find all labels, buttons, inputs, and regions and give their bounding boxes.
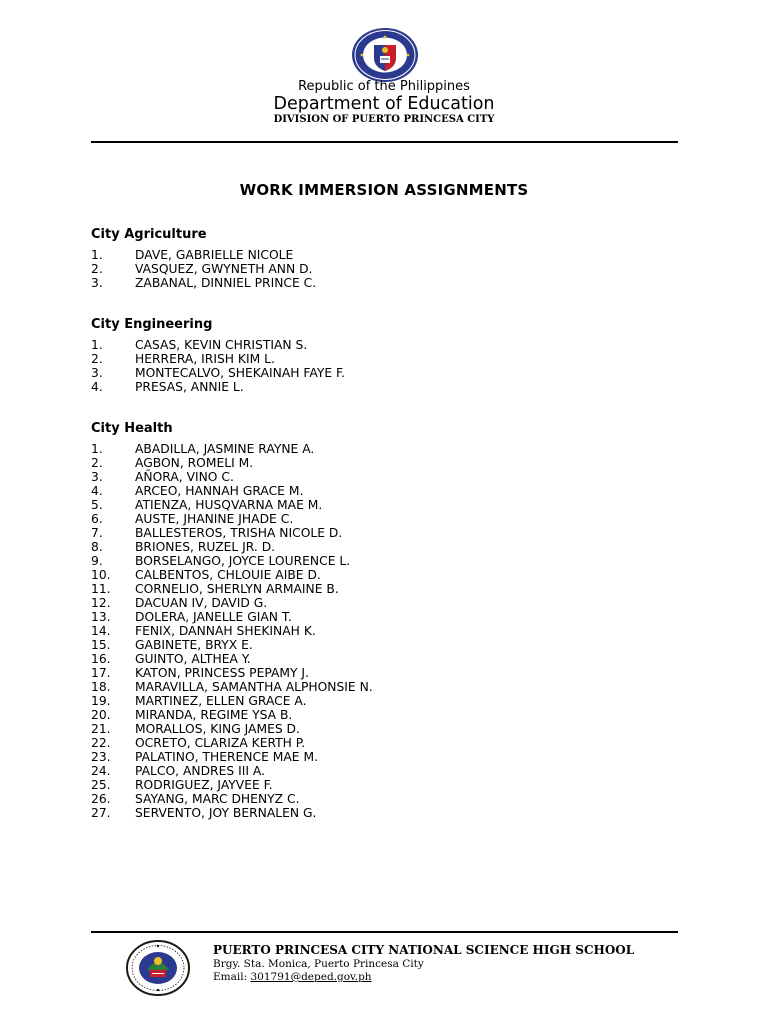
item-number: 16. [91,652,111,666]
list-item [91,722,373,736]
list-item [91,652,373,666]
item-number: 4. [91,484,103,498]
list-item [91,276,316,290]
document-title: WORK IMMERSION ASSIGNMENTS [239,181,529,199]
student-name: MORALLOS, KING JAMES D. [135,722,300,736]
list-item [91,366,345,380]
student-name: CORNELIO, SHERLYN ARMAINE B. [135,582,339,596]
list-item [91,338,345,352]
list-item [91,764,373,778]
list-item [91,750,373,764]
section-heading: City Agriculture [91,227,207,242]
item-number: 11. [91,582,111,596]
item-number: 21. [91,722,111,736]
list-item [91,540,373,554]
email-link[interactable]: 301791@deped.gov.ph [250,971,372,983]
school-seal-icon [126,940,190,996]
item-number: 3. [91,276,103,290]
list-item [91,610,373,624]
list-item [91,638,373,652]
student-name: CALBENTOS, CHLOUIE AIBE D. [135,568,321,582]
student-name: FENIX, DANNAH SHEKINAH K. [135,624,316,638]
assignment-list [91,442,373,820]
item-number: 10. [91,568,111,582]
section-city-health [91,421,373,820]
item-number: 25. [91,778,111,792]
item-number: 18. [91,680,111,694]
item-number: 3. [91,366,103,380]
student-name: SAYANG, MARC DHENYZ C. [135,792,300,806]
list-item [91,694,373,708]
list-item [91,456,373,470]
item-number: 2. [91,262,103,276]
student-name: PALCO, ANDRES III A. [135,764,265,778]
student-name: SERVENTO, JOY BERNALEN G. [135,806,317,820]
assignment-list [91,248,316,290]
student-name: HERRERA, IRISH KIM L. [135,352,275,366]
footer-divider [91,931,678,933]
item-number: 2. [91,456,103,470]
section-heading: City Health [91,421,173,436]
list-item [91,262,316,276]
item-number: 20. [91,708,111,722]
list-item [91,568,373,582]
school-name: PUERTO PRINCESA CITY NATIONAL SCIENCE HIGH SCHOOL [213,943,635,957]
student-name: CASAS, KEVIN CHRISTIAN S. [135,338,308,352]
list-item [91,248,316,262]
item-number: 1. [91,248,103,262]
list-item [91,792,373,806]
student-name: MIRANDA, REGIME YSA B. [135,708,293,722]
item-number: 7. [91,526,103,540]
item-number: 19. [91,694,111,708]
section-city-agriculture [91,227,316,290]
list-item [91,582,373,596]
email-label: Email: [213,971,251,983]
item-number: 14. [91,624,111,638]
item-number: 15. [91,638,111,652]
list-item [91,736,373,750]
student-name: MARAVILLA, SAMANTHA ALPHONSIE N. [135,680,373,694]
list-item [91,484,373,498]
student-name: KATON, PRINCESS PEPAMY J. [135,666,309,680]
item-number: 9. [91,554,103,568]
list-item [91,512,373,526]
assignment-list [91,338,345,394]
item-number: 6. [91,512,103,526]
item-number: 22. [91,736,111,750]
student-name: ZABANAL, DINNIEL PRINCE C. [135,276,317,290]
student-name: PRESAS, ANNIE L. [135,380,244,394]
student-name: ABADILLA, JASMINE RAYNE A. [135,442,315,456]
student-name: RODRIGUEZ, JAYVEE F. [135,778,273,792]
list-item [91,526,373,540]
item-number: 1. [91,442,103,456]
student-name: MARTINEZ, ELLEN GRACE A. [135,694,307,708]
list-item [91,708,373,722]
list-item [91,680,373,694]
item-number: 2. [91,352,103,366]
student-name: BALLESTEROS, TRISHA NICOLE D. [135,526,343,540]
list-item [91,498,373,512]
header-divider [91,141,678,143]
list-item [91,666,373,680]
list-item [91,596,373,610]
division-label: DIVISION OF PUERTO PRINCESA CITY [273,114,495,125]
student-name: OCRETO, CLARIZA KERTH P. [135,736,306,750]
item-number: 17. [91,666,111,680]
student-name: PALATINO, THERENCE MAE M. [135,750,318,764]
deped-seal-icon [350,27,420,83]
student-name: DOLERA, JANELLE GIAN T. [135,610,292,624]
school-address: Brgy. Sta. Monica, Puerto Princesa City [213,958,424,970]
item-number: 5. [91,498,103,512]
item-number: 3. [91,470,103,484]
section-city-engineering [91,317,345,394]
list-item [91,352,345,366]
student-name: ATIENZA, HUSQVARNA MAE M. [135,498,323,512]
item-number: 12. [91,596,111,610]
item-number: 8. [91,540,103,554]
list-item [91,442,373,456]
student-name: DACUAN IV, DAVID G. [135,596,268,610]
list-item [91,470,373,484]
student-name: GUINTO, ALTHEA Y. [135,652,251,666]
student-name: AUSTE, JHANINE JHADE C. [135,512,294,526]
student-name: GABINETE, BRYX E. [135,638,253,652]
student-name: AGBON, ROMELI M. [135,456,254,470]
student-name: AÑORA, VINO C. [135,470,234,484]
item-number: 23. [91,750,111,764]
item-number: 1. [91,338,103,352]
student-name: BRIONES, RUZEL JR. D. [135,540,276,554]
student-name: DAVE, GABRIELLE NICOLE [135,248,294,262]
list-item [91,380,345,394]
item-number: 24. [91,764,111,778]
list-item [91,554,373,568]
item-number: 4. [91,380,103,394]
student-name: VASQUEZ, GWYNETH ANN D. [135,262,313,276]
item-number: 13. [91,610,111,624]
student-name: ARCEO, HANNAH GRACE M. [135,484,304,498]
list-item [91,624,373,638]
list-item [91,778,373,792]
student-name: BORSELANGO, JOYCE LOURENCE L. [135,554,351,568]
item-number: 26. [91,792,111,806]
school-email [213,971,372,983]
republic-label: Republic of the Philippines [298,79,470,94]
section-heading: City Engineering [91,317,213,332]
department-label: Department of Education [273,94,495,114]
item-number: 27. [91,806,111,820]
list-item [91,806,373,820]
student-name: MONTECALVO, SHEKAINAH FAYE F. [135,366,346,380]
